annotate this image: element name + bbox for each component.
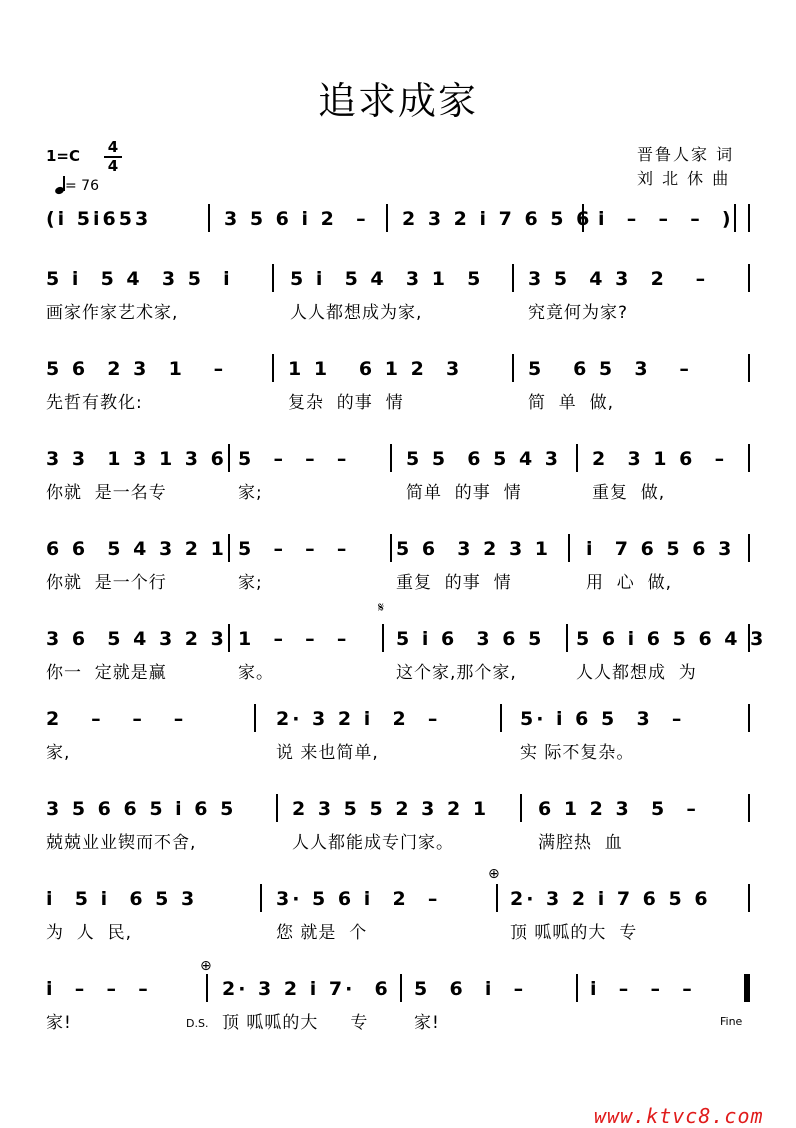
notation-row xyxy=(40,788,754,828)
measure-notes: 5 i 5 4 3 5 i xyxy=(46,268,233,290)
measure-notes: 2 3 1 6 – xyxy=(592,448,728,470)
measure-notes: 5 i 5 4 3 1 5 xyxy=(290,268,484,290)
bar-line xyxy=(748,444,750,472)
lyric-row xyxy=(40,478,754,508)
measure-lyrics: 这个家,那个家, xyxy=(396,663,517,683)
coda-mark-2: ⊕ xyxy=(200,958,212,974)
bar-line xyxy=(276,794,278,822)
notation-row xyxy=(40,528,754,568)
measure-notes: 5 – – – xyxy=(238,538,350,560)
lyric-row xyxy=(40,658,754,688)
bar-line xyxy=(496,884,498,912)
measure-lyrics: 画家作家艺术家, xyxy=(46,303,179,323)
measure-lyrics: 为 人 民, xyxy=(46,923,133,943)
measure-notes: i 5 i 6 5 3 xyxy=(46,888,198,910)
bar-line xyxy=(568,534,570,562)
bar-line xyxy=(400,974,402,1002)
meter-bottom: 4 xyxy=(107,157,119,175)
measure-lyrics: 家! xyxy=(46,1013,72,1033)
tempo-value: = 76 xyxy=(65,178,99,194)
measure-notes: 6 1 2 3 5 – xyxy=(538,798,699,820)
measure-lyrics: 说 来也简单, xyxy=(276,743,379,763)
measure-lyrics: 兢兢业业锲而不舍, xyxy=(46,833,197,853)
bar-line xyxy=(254,704,256,732)
measure-lyrics: 究竟何为家? xyxy=(528,303,629,323)
measure-notes: 5 5 6 5 4 3 xyxy=(406,448,562,470)
bar-line xyxy=(748,704,750,732)
lyric-row xyxy=(40,918,754,948)
segno-mark: 𝄋 xyxy=(378,600,385,616)
bar-line xyxy=(520,794,522,822)
measure-lyrics: 家; xyxy=(238,483,263,503)
bar-line xyxy=(576,444,578,472)
coda-mark: ⊕ xyxy=(488,866,500,882)
measure-lyrics: 家, xyxy=(46,743,71,763)
notation-row xyxy=(40,348,754,388)
bar-line xyxy=(390,534,392,562)
measure-notes: 1 – – – xyxy=(238,628,350,650)
measure-notes: 5 6 5 3 – xyxy=(528,358,692,380)
notation-row xyxy=(40,618,767,658)
measure-notes: 2· 3 2 i 7· 6 xyxy=(222,978,391,1000)
lyric-row xyxy=(40,568,754,598)
measure-notes: 5 6 2 3 1 – xyxy=(46,358,227,380)
bar-line xyxy=(386,204,388,232)
fine-mark: Fine xyxy=(720,1015,743,1028)
measure-notes: 5· i 6 5 3 – xyxy=(520,708,685,730)
lyric-row xyxy=(40,828,754,858)
song-title: 追求成家 xyxy=(317,79,478,123)
notation-row xyxy=(40,698,754,738)
measure-notes: i – – – ) xyxy=(598,208,734,230)
measure-lyrics: 你就 是一名专 xyxy=(46,483,167,503)
tempo-marking xyxy=(55,178,99,194)
measure-lyrics: 简单 的事 情 xyxy=(406,483,522,503)
notation-row xyxy=(40,878,754,918)
bar-line xyxy=(748,204,750,232)
measure-notes: 5 6 i – xyxy=(414,978,527,1000)
measure-lyrics: 顶 呱呱的大 专 xyxy=(222,1013,369,1033)
measure-notes: 2 3 2 i 7 6 5 6 xyxy=(402,208,593,230)
measure-lyrics: 满腔热 血 xyxy=(538,833,623,853)
quarter-note-icon xyxy=(55,178,65,194)
bar-line xyxy=(206,974,208,1002)
lyricist-credit: 晋鲁人家 词 xyxy=(637,145,735,164)
bar-line xyxy=(260,884,262,912)
notation-row xyxy=(40,438,754,478)
measure-notes: 3 5 4 3 2 – xyxy=(528,268,709,290)
bar-line xyxy=(748,354,750,382)
meter-top: 4 xyxy=(107,138,119,156)
measure-lyrics: 重复 的事 情 xyxy=(396,573,512,593)
notation-row xyxy=(40,258,754,298)
bar-line xyxy=(208,204,210,232)
measure-notes: 5 6 i 6 5 6 4 3 xyxy=(576,628,767,650)
bar-line xyxy=(748,794,750,822)
composer-credit: 刘 北 休 曲 xyxy=(637,169,731,188)
measure-lyrics: 你一 定就是赢 xyxy=(46,663,167,683)
measure-lyrics: 家! xyxy=(414,1013,440,1033)
bar-line xyxy=(272,354,274,382)
measure-notes: (i 5i653 xyxy=(46,208,152,230)
measure-notes: i – – – xyxy=(46,978,151,1000)
measure-notes: 5 – – – xyxy=(238,448,350,470)
time-signature xyxy=(104,140,122,174)
bar-line xyxy=(390,444,392,472)
measure-notes: i 7 6 5 6 3 xyxy=(586,538,735,560)
measure-notes: 3 6 5 4 3 2 3 xyxy=(46,628,227,650)
measure-lyrics: 顶 呱呱的大 专 xyxy=(510,923,638,943)
bar-line xyxy=(228,444,230,472)
bar-line xyxy=(382,624,384,652)
measure-lyrics: 人人都想成 为 xyxy=(576,663,697,683)
bar-line xyxy=(272,264,274,292)
measure-lyrics: 你就 是一个行 xyxy=(46,573,167,593)
measure-notes: 2 3 5 5 2 3 2 1 xyxy=(292,798,490,820)
measure-lyrics: 简 单 做, xyxy=(528,393,615,413)
measure-lyrics: 人人都能成专门家。 xyxy=(292,833,454,853)
lyric-row xyxy=(40,298,754,328)
bar-line xyxy=(748,264,750,292)
measure-lyrics: 重复 做, xyxy=(592,483,666,503)
lyric-row xyxy=(40,738,754,768)
key-signature: 1=C xyxy=(46,147,81,165)
measure-notes: 3· 5 6 i 2 – xyxy=(276,888,441,910)
measure-notes: 3 3 1 3 1 3 6 xyxy=(46,448,227,470)
measure-lyrics: 复杂 的事 情 xyxy=(288,393,404,413)
measure-notes: 3 5 6 i 2 – xyxy=(224,208,369,230)
measure-lyrics: 用 心 做, xyxy=(586,573,673,593)
bar-line xyxy=(512,264,514,292)
bar-line xyxy=(748,534,750,562)
bar-line xyxy=(566,624,568,652)
notation-row xyxy=(40,968,754,1008)
measure-notes: i – – – xyxy=(590,978,695,1000)
measure-notes: 6 6 5 4 3 2 1 xyxy=(46,538,227,560)
bar-line xyxy=(228,534,230,562)
bar-line xyxy=(576,974,578,1002)
bar-line xyxy=(228,624,230,652)
ds-mark: D.S. xyxy=(186,1017,209,1030)
bar-line xyxy=(512,354,514,382)
notation-row xyxy=(40,198,754,238)
bar-line xyxy=(748,884,750,912)
lyric-row xyxy=(40,388,754,418)
measure-notes: 5 6 3 2 3 1 xyxy=(396,538,552,560)
measure-notes: 1 1 6 1 2 3 xyxy=(288,358,463,380)
measure-lyrics: 先哲有教化: xyxy=(46,393,143,413)
final-bar-line xyxy=(746,974,749,1002)
measure-lyrics: 家。 xyxy=(238,663,274,683)
measure-notes: 2 – – – xyxy=(46,708,187,730)
measure-lyrics: 您 就是 个 xyxy=(276,923,368,943)
bar-line xyxy=(734,204,736,232)
measure-notes: 2· 3 2 i 2 – xyxy=(276,708,441,730)
lyric-row xyxy=(40,1008,754,1038)
measure-notes: 2· 3 2 i 7 6 5 6 xyxy=(510,888,711,910)
site-watermark: www.ktvc8.com xyxy=(594,1104,764,1128)
measure-lyrics: 实 际不复杂。 xyxy=(520,743,635,763)
measure-lyrics: 人人都想成为家, xyxy=(290,303,423,323)
measure-notes: 3 5 6 6 5 i 6 5 xyxy=(46,798,237,820)
measure-lyrics: 家; xyxy=(238,573,263,593)
measure-notes: 5 i 6 3 6 5 xyxy=(396,628,545,650)
bar-line xyxy=(500,704,502,732)
